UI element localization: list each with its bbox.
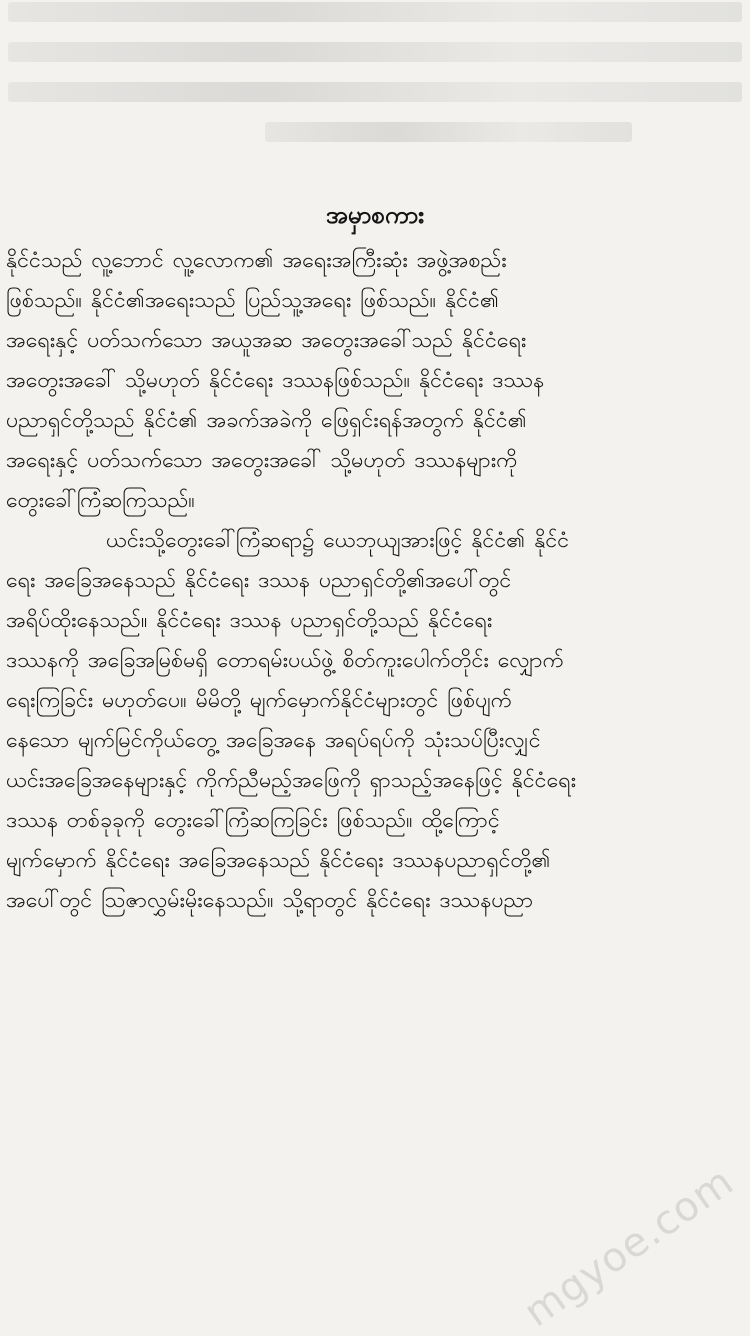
text-line: နိုင်ငံသည် လူ့ဘောင် လူ့လောက၏ အရေးအကြီးဆုံး အဖွဲ့အစည်း	[6, 248, 507, 273]
text-line: တွေးခေါ်ကြံဆကြသည်။	[6, 488, 195, 513]
text-line: ဒဿန တစ်ခုခုကို တွေးခေါ်ကြံဆကြခြင်း ဖြစ်သည်။ ထို့ကြောင့်	[6, 808, 500, 833]
text-line: ယင်းသို့တွေးခေါ်ကြံဆရာ၌ ယေဘုယျအားဖြင့် နိုင်ငံ၏ နိုင်ငံ	[106, 528, 570, 553]
document-page	[0, 195, 750, 921]
text-line: ရေး အခြေအနေသည် နိုင်ငံရေး ဒဿန ပညာရှင်တို့၏အပေါ်တွင်	[6, 568, 512, 593]
bleed-through-line	[265, 122, 632, 142]
watermark: mgyoe.com	[515, 1158, 742, 1336]
text-line: ဖြစ်သည်။ နိုင်ငံ၏အရေးသည် ပြည်သူ့အရေး ဖြစ်သည်။ နိုင်ငံ၏	[6, 288, 500, 313]
bleed-through-line	[8, 2, 742, 22]
text-line: ပညာရှင်တို့သည် နိုင်ငံ၏ အခက်အခဲကို ဖြေရှင်းရန်အတွက် နိုင်ငံ၏	[6, 408, 527, 433]
text-line: အရေးနှင့် ပတ်သက်သော အတွေးအခေါ် သို့မဟုတ် ဒဿနများကို	[6, 448, 518, 473]
bleed-through-line	[8, 82, 742, 102]
text-line: ယင်းအခြေအနေများနှင့် ကိုက်ညီမည့်အဖြေကို ရှာသည့်အနေဖြင့် နိုင်ငံရေး	[6, 768, 577, 793]
page-title: အမှာစကား	[325, 201, 425, 229]
bleed-through-text	[0, 0, 750, 180]
text-line: အတွေးအခေါ် သို့မဟုတ် နိုင်ငံရေး ဒဿနဖြစ်သည်။ နိုင်ငံရေး ဒဿန	[6, 368, 545, 393]
paragraph-1	[6, 241, 744, 521]
text-line: မျက်မှောက် နိုင်ငံရေး အခြေအနေသည် နိုင်ငံရေး ဒဿနပညာရှင်တို့၏	[6, 848, 551, 873]
text-line: အရိပ်ထိုးနေသည်။ နိုင်ငံရေး ဒဿန ပညာရှင်တို့သည် နိုင်ငံရေး	[6, 608, 493, 633]
text-line: ဒဿနကို အခြေအမြစ်မရှိ တောရမ်းပယ်ဖွဲ့ စိတ်ကူးပေါက်တိုင်း လျှောက်	[6, 648, 564, 673]
text-line: အရေးနှင့် ပတ်သက်သော အယူအဆ အတွေးအခေါ်သည် နိုင်ငံရေး	[6, 328, 527, 353]
text-line: နေသော မျက်မြင်ကိုယ်တွေ့ အခြေအနေ အရပ်ရပ်ကို သုံးသပ်ပြီးလျှင်	[6, 728, 541, 753]
paragraph-2	[6, 521, 744, 921]
bleed-through-line	[8, 42, 742, 62]
text-line: အပေါ်တွင် သြဇာလွှမ်းမိုးနေသည်။ သို့ရာတွင် နိုင်ငံရေး ဒဿနပညာ	[6, 888, 534, 913]
text-line: ရေးကြခြင်း မဟုတ်ပေ။ မိမိတို့ မျက်မှောက်နိုင်ငံများတွင် ဖြစ်ပျက်	[6, 688, 512, 713]
